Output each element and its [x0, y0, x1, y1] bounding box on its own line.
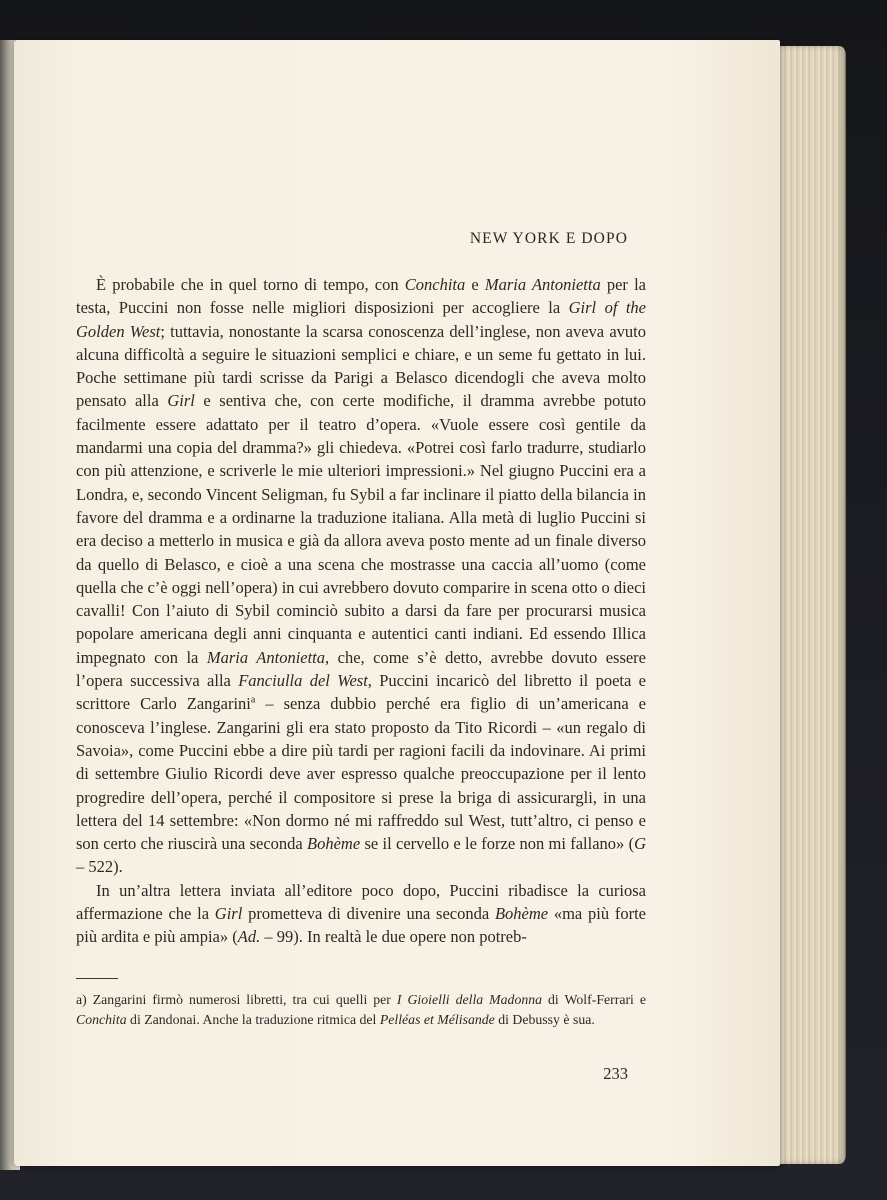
text-run: per la testa, Puccini non fosse nelle migliori disposizioni per accogliere la — [76, 275, 646, 318]
footnote-marker: a — [250, 694, 256, 706]
paragraph — [76, 273, 646, 879]
text-run: di Zandonai. Anche la traduzione ritmica del — [126, 1012, 380, 1027]
paragraph — [76, 879, 646, 949]
text-run: se il cervello e le forze non mi fallano» ( — [360, 834, 635, 854]
italic-title: Conchita — [404, 275, 466, 294]
text-run: e sentiva che, con certe modifiche, il dramma avrebbe potuto facilmente essere adattato per il teatro d’opera. «Vuole essere così gentile da mandarmi una copia del dramma?» gli chiedeva. «Potrei così farlo tradurre, studiarlo con più attenzione, e scriverle le mie ulteriori impressioni.» Nel giugno Puccini era a Londra, e, secondo Vincent Seligman, fu Sybil a far inclinare il piatto della bilancia in favore del dramma e a ordinarne la traduzione italiana. Alla metà di luglio Puccini si era deciso a metterlo in musica e già da allora aveva posto mente ad un finale diverso da quello di Belasco, e cioè a una scena che mostrasse una caccia all’uomo (come quella che c’è oggi nell’opera) in cui avrebbero dovuto comparire in scena otto o dieci cavalli! Con l’aiuto di Sybil cominciò subito a darsi da fare per procurarsi musica popolare americana degli anni cinquanta e autentici canti indiani. Ed essendo Illica impegnato con la — [76, 391, 647, 667]
footnote-text — [76, 990, 646, 1030]
italic-title: Girl — [167, 391, 195, 411]
italic-title: Maria Antonietta — [484, 275, 601, 294]
footnote — [76, 990, 646, 1030]
italic-title: Conchita — [76, 1012, 127, 1027]
italic-title: Pelléas et Mélisande — [379, 1012, 495, 1027]
text-run: e — [465, 275, 485, 294]
italic-title: Bohème — [494, 904, 549, 924]
page-block-edge — [775, 46, 845, 1164]
text-run: di Wolf-Ferrari e — [542, 992, 646, 1007]
text-run: , che, come s’è detto, avrebbe dovuto essere l’opera successiva alla — [76, 647, 647, 691]
text-run: – 99). In realtà le due opere non potreb- — [260, 927, 527, 947]
text-run: «ma più forte più ardita e più ampia» ( — [76, 904, 647, 947]
body-text — [76, 273, 646, 949]
text-run: È probabile che in quel torno di tempo, con — [96, 275, 405, 294]
italic-title: Girl — [214, 904, 243, 924]
italic-title: Maria Antonietta — [206, 647, 326, 667]
book-page — [14, 40, 780, 1166]
running-head: NEW YORK E DOPO — [469, 230, 628, 247]
page-number: 233 — [603, 1064, 628, 1083]
italic-title: Girl of the Golden West — [76, 298, 646, 341]
italic-title: Fanciulla del West — [238, 671, 368, 691]
italic-title: Bohème — [307, 834, 361, 854]
text-run: In un’altra lettera inviata all’editore poco dopo, Puccini ribadisce la curiosa affermazione che la — [76, 880, 646, 924]
text-run: , Puccini incaricò del libretto il poeta e scrittore Carlo Zangarini — [76, 671, 646, 714]
text-run: a) Zangarini firmò numerosi libretti, tra cui quelli per — [76, 992, 397, 1007]
text-run: – 522). — [76, 857, 123, 877]
text-run: ; tuttavia, nonostante la scarsa conoscenza dell’inglese, non aveva avuto alcuna difficoltà a seguire le situazioni semplici e chiare, e un seme fu gettato in lui. Poche settimane più tardi scrisse da Parigi a Belasco dicendogli che aveva molto pensato alla — [76, 321, 646, 411]
italic-title: Ad. — [237, 927, 261, 947]
italic-title: I Gioielli della Madonna — [396, 992, 543, 1007]
italic-title: G — [634, 834, 646, 854]
text-run: – senza dubbio perché era figlio di un’americana e conosceva l’inglese. Zangarini gli era stato proposto da Tito Ricordi – «un regalo di Savoia», come Puccini ebbe a dire più tardi per ragioni facili da indovinare. Ai primi di settembre Giulio Ricordi deve aver espresso qualche preoccupazione per il lento progredire dell’opera, perché il compositore si prese la briga di assicurargli, in una lettera del 14 settembre: «Non dormo né mi raffreddo sul West, tutt’altro, ci penso e son certo che riuscirà una seconda — [76, 694, 646, 854]
text-run: prometteva di divenire una seconda — [242, 904, 495, 924]
text-run: di Debussy è sua. — [494, 1012, 595, 1027]
footnote-rule — [76, 978, 118, 979]
